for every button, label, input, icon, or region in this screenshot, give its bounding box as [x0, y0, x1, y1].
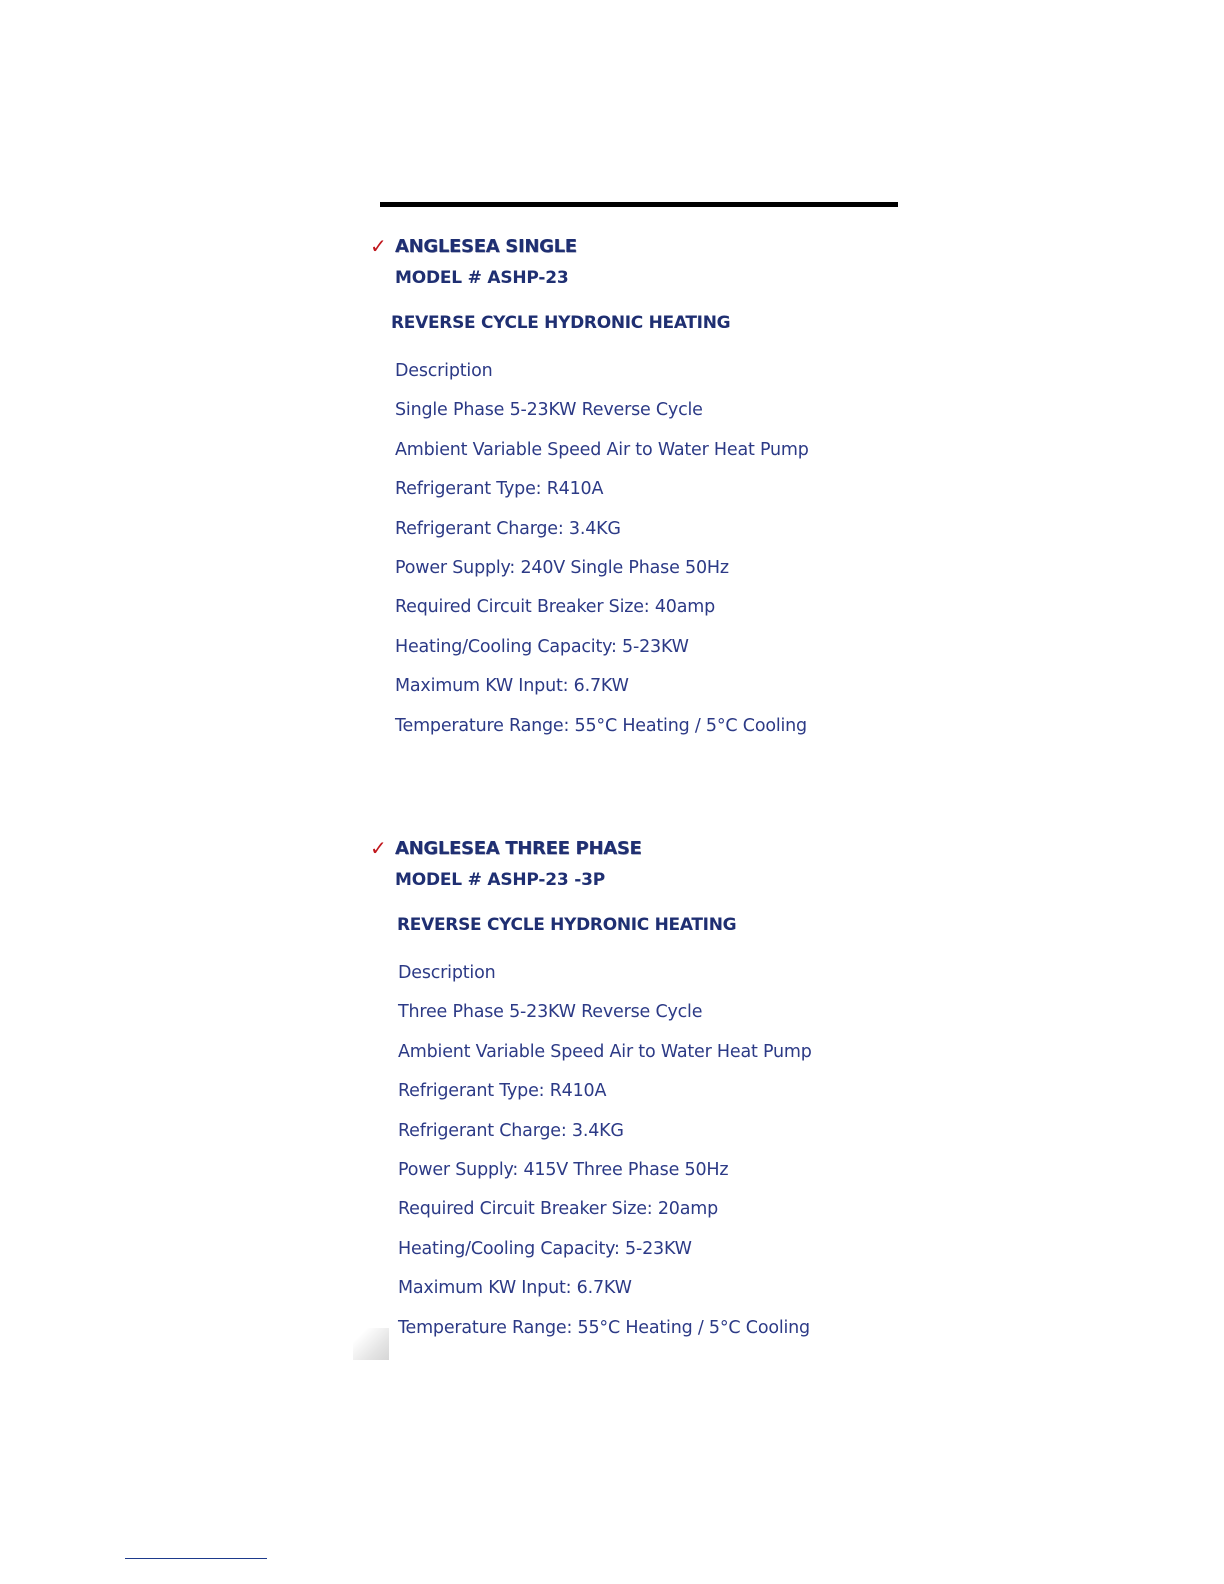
spec-item: Temperature Range: 55°C Heating / 5°C Cooling: [395, 715, 807, 736]
product-anglesea-three-phase: [370, 835, 890, 1355]
product-name-row: [370, 233, 890, 263]
spec-heading: Description: [395, 361, 493, 381]
spec-list: [398, 961, 890, 1355]
spec-item: Ambient Variable Speed Air to Water Heat Pump: [395, 439, 809, 460]
product-name-row: [370, 835, 890, 865]
footnote-separator: [125, 1558, 267, 1559]
top-divider-rule: [380, 202, 898, 207]
spec-item: Power Supply: 415V Three Phase 50Hz: [398, 1159, 729, 1180]
spec-item: Refrigerant Charge: 3.4KG: [395, 518, 621, 539]
product-name: ANGLESEA THREE PHASE: [395, 838, 642, 859]
image-shadow-artifact: [353, 1328, 389, 1360]
model-number: MODEL # ASHP-23: [395, 268, 569, 288]
spec-item: Power Supply: 240V Single Phase 50Hz: [395, 557, 729, 578]
spec-item: Maximum KW Input: 6.7KW: [398, 1278, 632, 1299]
spec-item: Heating/Cooling Capacity: 5-23KW: [395, 636, 689, 657]
spec-item: Three Phase 5-23KW Reverse Cycle: [398, 1002, 703, 1023]
spec-item: Required Circuit Breaker Size: 20amp: [398, 1199, 719, 1220]
product-category: REVERSE CYCLE HYDRONIC HEATING: [397, 915, 737, 935]
spec-heading: Description: [398, 963, 496, 983]
spec-item: Refrigerant Type: R410A: [398, 1081, 607, 1102]
spec-list: [395, 359, 890, 753]
spec-item: Ambient Variable Speed Air to Water Heat Pump: [398, 1041, 812, 1062]
spec-item: Refrigerant Type: R410A: [395, 479, 604, 500]
spec-item: Single Phase 5-23KW Reverse Cycle: [395, 400, 703, 421]
spec-item: Heating/Cooling Capacity: 5-23KW: [398, 1238, 692, 1259]
spec-item: Temperature Range: 55°C Heating / 5°C Cooling: [398, 1317, 810, 1338]
checkmark-icon: ✓: [370, 836, 387, 860]
product-category: REVERSE CYCLE HYDRONIC HEATING: [391, 313, 731, 333]
product-name: ANGLESEA SINGLE: [395, 236, 577, 257]
spec-item: Maximum KW Input: 6.7KW: [395, 676, 629, 697]
checkmark-icon: ✓: [370, 234, 387, 258]
model-number: MODEL # ASHP-23 -3P: [395, 870, 605, 890]
spec-item: Required Circuit Breaker Size: 40amp: [395, 597, 716, 618]
product-anglesea-single: [370, 233, 890, 753]
spec-item: Refrigerant Charge: 3.4KG: [398, 1120, 624, 1141]
